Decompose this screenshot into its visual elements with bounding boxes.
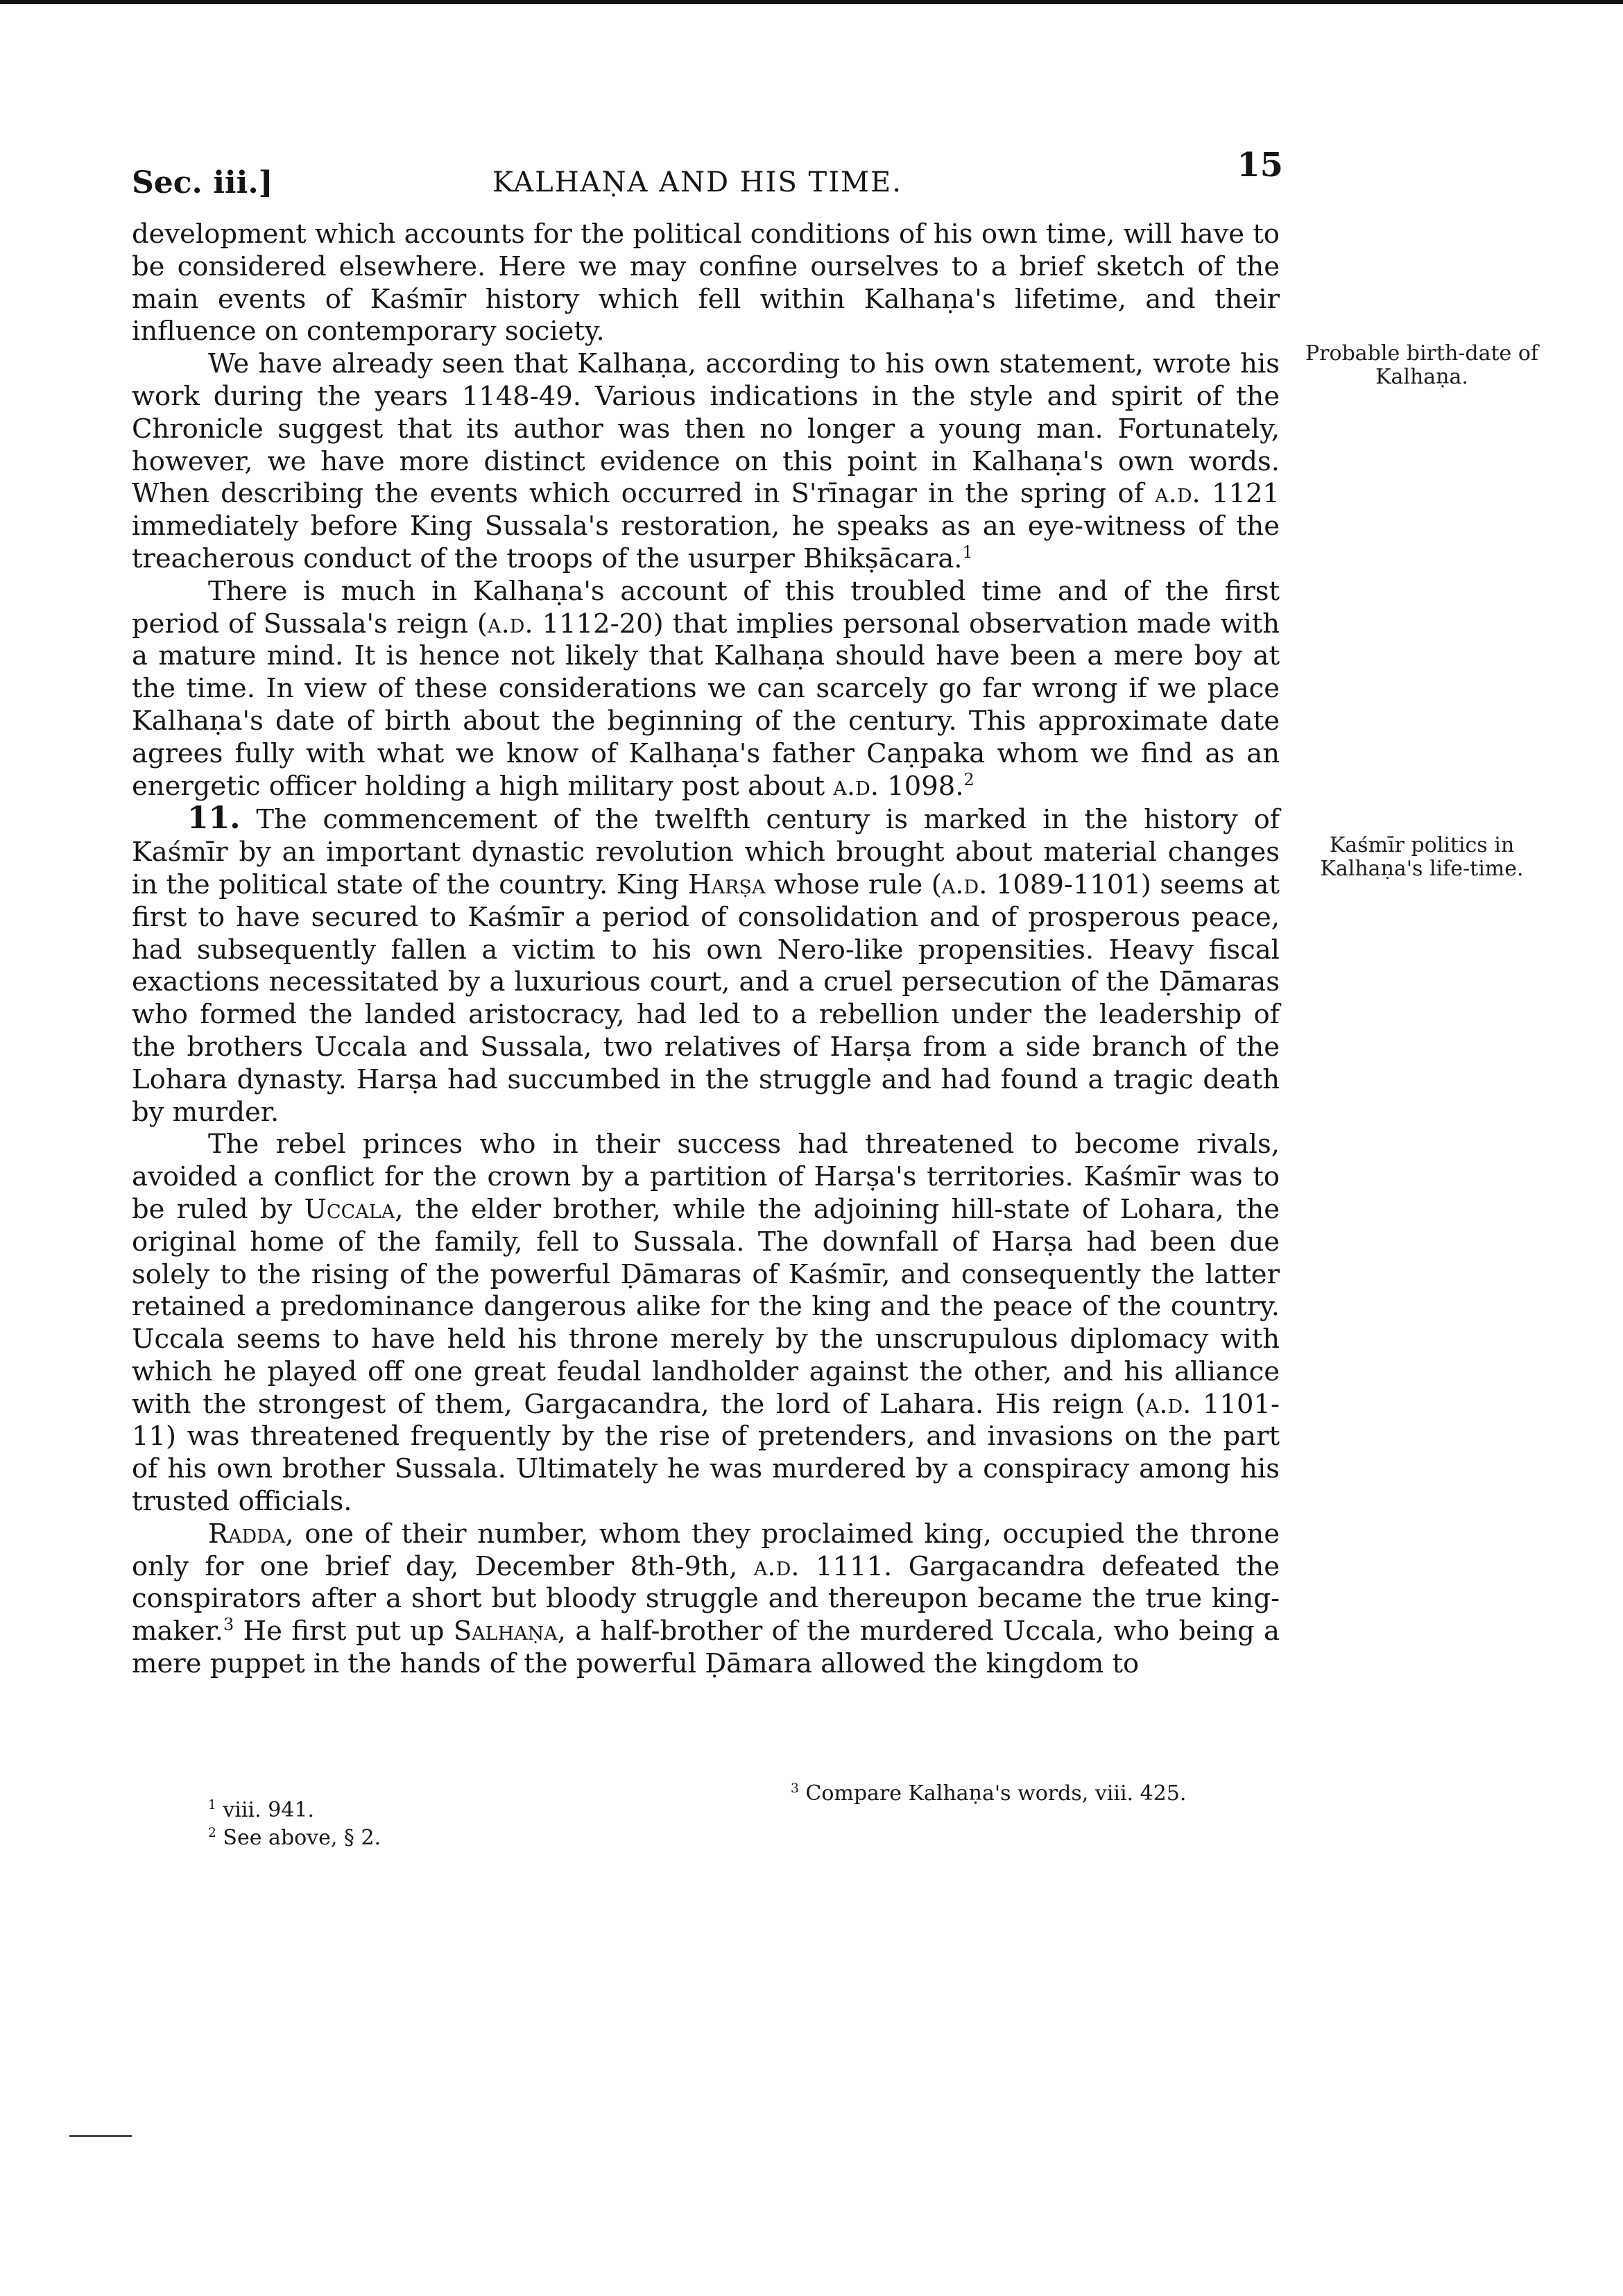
paragraph-1: development which accounts for the political conditions of his own time, will have to be considered elsewhere. Here we may confine ourselves to a brief sketch of the main events of Kaśmīr history which fell within Kalhaṇa's lifetime, and their influence on contemporary society.	[132, 219, 1280, 348]
margin-note-kasmir-politics: Kaśmīr politics in Kalhaṇa's life-time.	[1320, 833, 1524, 881]
paragraph-section-11: 11. The commencement of the twelfth century is marked in the history of Kaśmīr by an important dynastic revolution which brought about material changes in the political state of the country. King Harṣa whose rule (a.d. 1089-1101) seems at first to have secured to Kaśmīr a period of consolidation and of prosperous peace, had subsequently fallen a victim to his own Nero-like propensities. Heavy fiscal exactions necessitated by a luxurious court, and a cruel persecution of the Ḍāmaras who formed the landed aristocracy, had led to a rebellion under the leadership of the brothers Uccala and Sussala, two relatives of Harṣa from a side branch of the Lohara dynasty. Harṣa had succumbed in the struggle and had found a tragic death by murder.	[132, 800, 1280, 1128]
margin-scan-mark	[69, 2135, 132, 2137]
page-header	[132, 146, 1283, 201]
paragraph-2: We have already seen that Kalhaṇa, according to his own statement, wrote his work during the years 1148-49. Various indications in the style and spirit of the Chronicle suggest that its author was then no longer a young man. Fortunately, however, we have more distinct evidence on this point in Kalhaṇa's own words. When describing the events which occurred in S'rīnagar in the spring of a.d. 1121 immediately before King Sussala's restoration, he speaks as an eye-witness of the treacherous conduct of the troops of the usurper Bhikṣācara.$^1$	[132, 348, 1280, 574]
paragraph-5: The rebel princes who in their success had threatened to become rivals, avoided a conflict for the crown by a partition of Harṣa's territories. Kaśmīr was to be ruled by Uccala, the elder brother, while the adjoining hill-state of Lohara, the original home of the family, fell to Sussala. The downfall of Harṣa had been due solely to the rising of the powerful Ḍāmaras of Kaśmīr, and consequently the latter retained a predominance dangerous alike for the king and the peace of the country. Uccala seems to have held his throne merely by the unscrupulous diplomacy with which he played off one great feudal landholder against the other, and his alliance with the strongest of them, Gargacandra, the lord of Lahara. His reign (a.d. 1101-11) was threatened frequently by the rise of pretenders, and invasions on the part of his own brother Sussala. Ultimately he was murdered by a conspiracy among his trusted officials.	[132, 1129, 1280, 1518]
paragraph-6: Radda, one of their number, whom they proclaimed king, occupied the throne only for one brief day, December 8th-9th, a.d. 1111. Gargacandra defeated the conspirators after a short but bloody struggle and thereupon became the true king-maker.$^3$ He first put up Salhaṇa, a half-brother of the murdered Uccala, who being a mere puppet in the hands of the powerful Ḍāmara allowed the kingdom to	[132, 1518, 1280, 1680]
footnote-ref-3: 3	[223, 1615, 234, 1635]
footnote-ref-1: 1	[962, 542, 973, 563]
section-label: Sec. iii.]	[132, 165, 273, 200]
running-title: KALHAṆA AND HIS TIME.	[492, 166, 902, 198]
margin-note-birth-date: Probable birth-date of Kalhaṇa.	[1305, 341, 1539, 389]
top-edge-rule	[0, 0, 1623, 4]
footnote-ref-2: 2	[963, 769, 974, 789]
footnote-2: $^2$ See above, § 2.	[208, 1826, 381, 1850]
paragraph-3: There is much in Kalhaṇa's account of this troubled time and of the first period of Sussala's reign (a.d. 1112-20) that implies personal observation made with a mature mind. It is hence not likely that Kalhaṇa should have been a mere boy at the time. In view of these considerations we can scarcely go far wrong if we place Kalhaṇa's date of birth about the beginning of the century. This approximate date agrees fully with what we know of Kalhaṇa's father Caṇpaka whom we find as an energetic officer holding a high military post about a.d. 1098.$^2$	[132, 575, 1280, 802]
footnote-1: $^1$ viii. 941.	[208, 1798, 314, 1822]
body-text	[132, 219, 1280, 1681]
section-number: 11.	[187, 800, 241, 837]
page-number: 15	[1237, 146, 1283, 185]
footnote-3: $^3$ Compare Kalhaṇa's words, viii. 425.	[791, 1781, 1187, 1806]
